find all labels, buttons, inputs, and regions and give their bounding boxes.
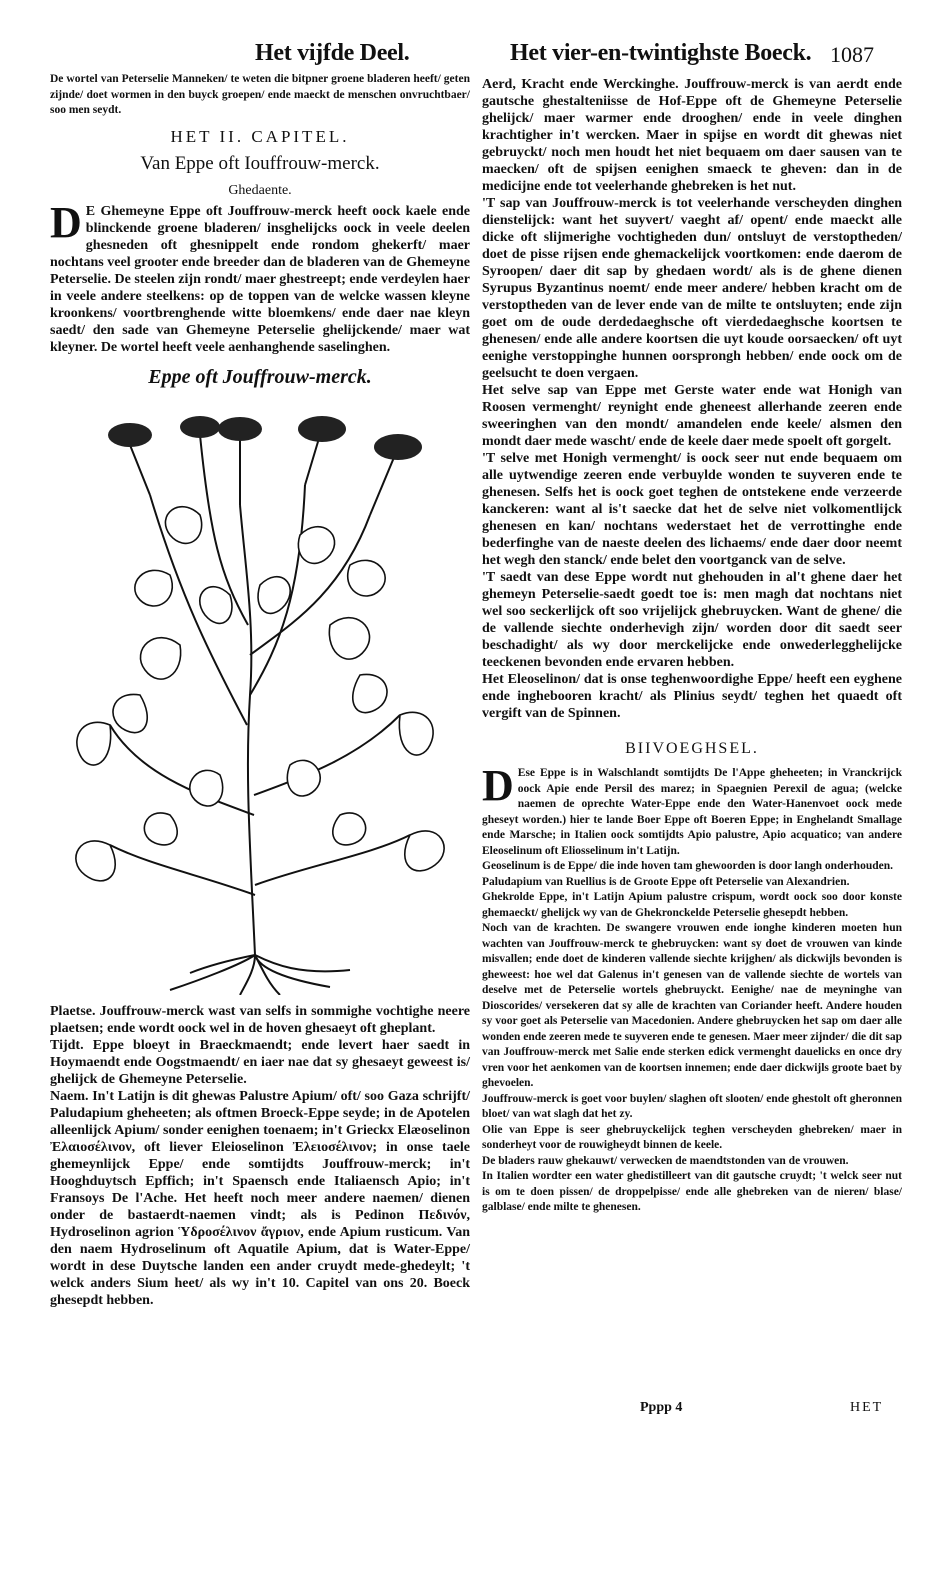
bijvoeghsel-paragraph-3: Paludapium van Ruellius is de Groote Eppe oft Peterselie van Alexandrien. [482, 875, 850, 888]
ghedaente-paragraph [50, 197, 470, 356]
drop-cap-bijvoeghsel: D [482, 761, 514, 810]
bijvoeghsel-paragraph-9: In Italien wordter een water ghedistilleert van dit gautsche cruydt; 't welck seer nut is om te doen pissen/ de droppelpisse/ ende alle ghebreken van de nieren/ blase/ galblase/ ende milte te ghenesen. [482, 1170, 902, 1213]
tijdt-paragraph: Tijdt. Eppe bloeyt in Braeckmaendt; ende levert haer saedt in Hoymaendt ende Oogstmaendt/ en iaer nae dat sy ghesaeyt geweest is/ ghelijck de Ghemeyne Peterselie. [50, 1037, 470, 1087]
bijvoeghsel-paragraph-1 [482, 761, 902, 859]
bijvoeghsel-paragraph-4: Ghekrolde Eppe, in't Latijn Apium palustre crispum, wordt oock soo door konste ghemaeckt/ ghelijck wy van de Ghekronckelde Peterselie ghesepdt hebben. [482, 891, 902, 919]
figure-caption: Eppe oft Jouffrouw-merck. [148, 365, 372, 388]
aerd-paragraph: Aerd, Kracht ende Werckinghe. Jouffrouw-merck is van aerdt ende gautsche ghestalteniisse de Hof-Eppe oft de Ghemeyne Peterselie ghelijck/ maer warmer ende drooghen/ ende in veele dinghen krachtigher in't wercken. Maer in spijse en wordt dit ghewas niet gebruyckt/ noch men houdt het niet bequaem om daer sausen van te maecken/ oft de spijsen eenighen smaeck te gheven: dan in de medicijne ende tot veelerhande ghebreken is het nut. [482, 77, 902, 194]
right-column [482, 76, 902, 1216]
page-number: 1087 [830, 42, 874, 67]
bijvoeghsel-paragraph-8: De bladers rauw ghekauwt/ verwecken de maendtstonden van de vrouwen. [482, 1154, 849, 1167]
naem-paragraph: Naem. In't Latijn is dit ghewas Palustre Apium/ oft/ soo Gaza schrijft/ Paludapium gheheeten; als oftmen Broeck-Eppe seyde; in de Apotelen alleenlijck Apium/ sonder eenighen toenaem; in't Grieckx Elæoselinon Ἐλαιοσέλινον, oft liever Eleioselinon Ἐλειοσέλινον; in onse taele ghemeynlijck Eppe/ ende somtijdts Jouffrouw-merck; in't Hooghduytsch Epffich; in't Spaensch ende Italiaensch Apio; in't Fransoys De l'Ache. Het heeft noch meer andere naemen/ dienen onder de bastaerdt-naemen vindt; als is Pedinon Πεδινόν, Hydroselinon agrion Ὑδροσέλινον ἄγριον, ende Apium rusticum. Van den naem Hydroselinum oft Aquatile Apium, dat is Water-Eppe/ wordt in dese Duytsche landen een ander cruydt mede-ghedeylt; 't welck anders Sium heet/ als wy in't 10. Capitel van ons 20. Boeck ghesepdt hebben. [50, 1088, 470, 1308]
chapter-subtitle: Van Eppe oft Iouffrouw-merck. [140, 152, 380, 174]
sap-paragraph-2: Het selve sap van Eppe met Gerste water ende wat Honigh van Roosen vermenght/ reynight ende gheneest allerhande zeeren ende sweeringhen van den mondt/ amandelen ende keele/ alsmen den mondt daer mede wascht/ ende de keele daer mede spoelt oft gorgelt. [482, 383, 902, 449]
sap-paragraph-3: 'T selve met Honigh vermenght/ is oock seer nut ende bequaem om alle uytwendige zeeren ende verbuylde wonden te suyveren ende te ghenesen. Selfs het is oock goet teghen de ontstekene ende verzeerde kanckeren: want al is't saecke dat het de selve niet volkomentlijck ghenesen en kan/ nochtans wederstaet het de verrottinghe ende bederfinghe van de naeste deelen des lichaems/ ende daer door neemt het wegh den stanck/ ende belet den voortganck van de selve. [482, 451, 902, 568]
signature-mark: Pppp 4 [640, 1400, 683, 1415]
bijvoeghsel-paragraph-5: Noch van de krachten. De swangere vrouwen ende ionghe kinderen moeten hun wachten van Jouffrouw-merck te ghebruycken: want sy doet de vrouwen van kinde misvallen; ende doet de kinderen vallende siechte krijghen/ als dickwijls bevonden is gheweest: hoe wel dat Galenus in't genesen van de vallende siechte de wortels van deselve met de Peterselie wortels ghebruyckt. Eenighe/ nae de meyninghe van Dioscorides/ versekeren dat sy alle de krachten van Coriander heeft. Andere houden sy voor goet als Peterselie van Macedonien. Andere ghebruycken het sap om daer alle wonden ende zeeren mede te suyveren ende te genesen. Maer meer zijnder/ die dit sap van Jouffrouw-merck met Salie ende sterken edick vermenght dauelicks en once dry vren voor het aenkomen van de koortsen innemen; ende daer dickwijls groote baet by ghevoelen. [482, 922, 902, 1089]
bijv1-text: Ese Eppe is in Walschlandt somtijdts De l'Appe gheheeten; in Vranckrijck oock Apie ende Persil des marez; in Spaegnien Perexil de agua; (welcke naemen de oprechte Water-Eppe ende den Water-Hanenvoet oock mede gheseyt worden.) hier te lande Boer Eppe oft Boeren Eppe; in Enghelandt Smallage ende Marsche; in Italien oock somtijdts Apio palustre, Apio acquatico; van andere Eleoselinum oft Eliosselinum in't Latijn. [482, 767, 902, 857]
left-column [50, 72, 470, 1309]
eppe-plant-drawing [50, 395, 460, 995]
ghedaente-text: E Ghemeyne Eppe oft Jouffrouw-merck heeft oock kaele ende blinckende groene bladeren/ insghelijcks oock in veele deelen ghesneden oft ghesnippelt ende rondom ghekerft/ maer nochtans veel grooter ende breeder dan de bladeren van de Ghemeyne Peterselie. De steelen zijn rondt/ maer ghestreept; ende verdeylen haer in veele andere steelkens: op de toppen van de welcke wassen kleyne kroonkens/ voortbrenghende witte bloemkens/ ende daer nae kleyn saedt/ den sade van Ghemeyne Peterselie ghelijckende/ maer wat kleyner. De wortel heeft veele aenhanghende saselinghen. [50, 203, 470, 355]
eleoselinon-paragraph: Het Eleoselinon/ dat is onse teghenwoordighe Eppe/ heeft een eyghene ende inghebooren kracht/ als Plinius seydt/ teghen het quaedt oft vergift van de Spinnen. [482, 672, 902, 721]
sap-paragraph-1: 'T sap van Jouffrouw-merck is tot veelerhande verscheyden dinghen dienstelijck: want het suyvert/ vaeght af/ opent/ ende maeckt alle dicke oft slijmerighe vochtigheden dun/ ontsluyt de verstoptheden/ doet de pisse rijsen ende ghemackelijck voortkomen: ende daerom de Syroopen/ daer dit sap by ghedaen wordt/ als is de ghene dienen Syrupus Byzantinus noemt/ ende meer andere/ hebben kracht om de verstoptheden van de lever ende van de milte te ontsluyten; ende zijn goet om de oude derdedaeghsche oft vierdedaeghsche koortsen te ghenesen/ ende alle andere koortsen die uyt koude oorsaecken/ oft uyt eenighe verstoppinghe hunnen oorsprongh hebben/ ende oock om de geelsucht te doen vergaen. [482, 196, 902, 381]
running-head-left: Het vijfde Deel. [255, 40, 410, 66]
bijvoeghsel-paragraph-2: Geoselinum is de Eppe/ die inde hoven tam ghewoorden is door langh onderhouden. [482, 860, 893, 872]
drop-cap: D [50, 197, 82, 247]
plaetse-paragraph: Plaetse. Jouffrouw-merck wast van selfs in sommighe vochtighe neere plaetsen; ende wordt oock wel in de hoven ghesaeyt oft gheplant. [50, 1003, 470, 1036]
intro-paragraph: De wortel van Peterselie Manneken/ te weten die bitpner groene bladeren heeft/ geten zijnde/ doet wormen in den buyck groepen/ ende maeckt de menschen onvruchtbaer/ soo men seydt. [50, 73, 470, 116]
saedt-paragraph: 'T saedt van dese Eppe wordt nut ghehouden in al't ghene daer het ghemeyn Peterselie-saedt goedt toe is: men magh dat nochtans niet wel soo seckerlijck oft soo vrijelijck ghebruycken. Want de ghene/ die de vallende siechte onderhevigh zijn/ worden door dit saedt seer beschadight/ als wy door merckelijcke ende onwederlegghelijcke teeckenen bevonden ende ervaren hebben. [482, 570, 902, 670]
bijvoeghsel-paragraph-6: Jouffrouw-merck is goet voor buylen/ slaghen oft slooten/ ende ghestolt oft gheronnen bloet/ van wat slagh dat het zy. [482, 1092, 902, 1120]
chapter-title: HET II. CAPITEL. [170, 126, 350, 146]
bijvoeghsel-title: BIIVOEGHSEL. [625, 740, 759, 757]
running-head-right: Het vier-en-twintighste Boeck. [510, 40, 812, 66]
plant-woodcut-illustration [50, 395, 460, 995]
bijvoeghsel-paragraph-7: Olie van Eppe is seer ghebruyckelijck teghen verscheyden ghebreken/ maer in sonderheyt voor de rouwigheydt binnen de keele. [482, 1123, 902, 1151]
catchword: HET [850, 1400, 884, 1415]
section-head-ghedaente: Ghedaente. [228, 182, 292, 198]
